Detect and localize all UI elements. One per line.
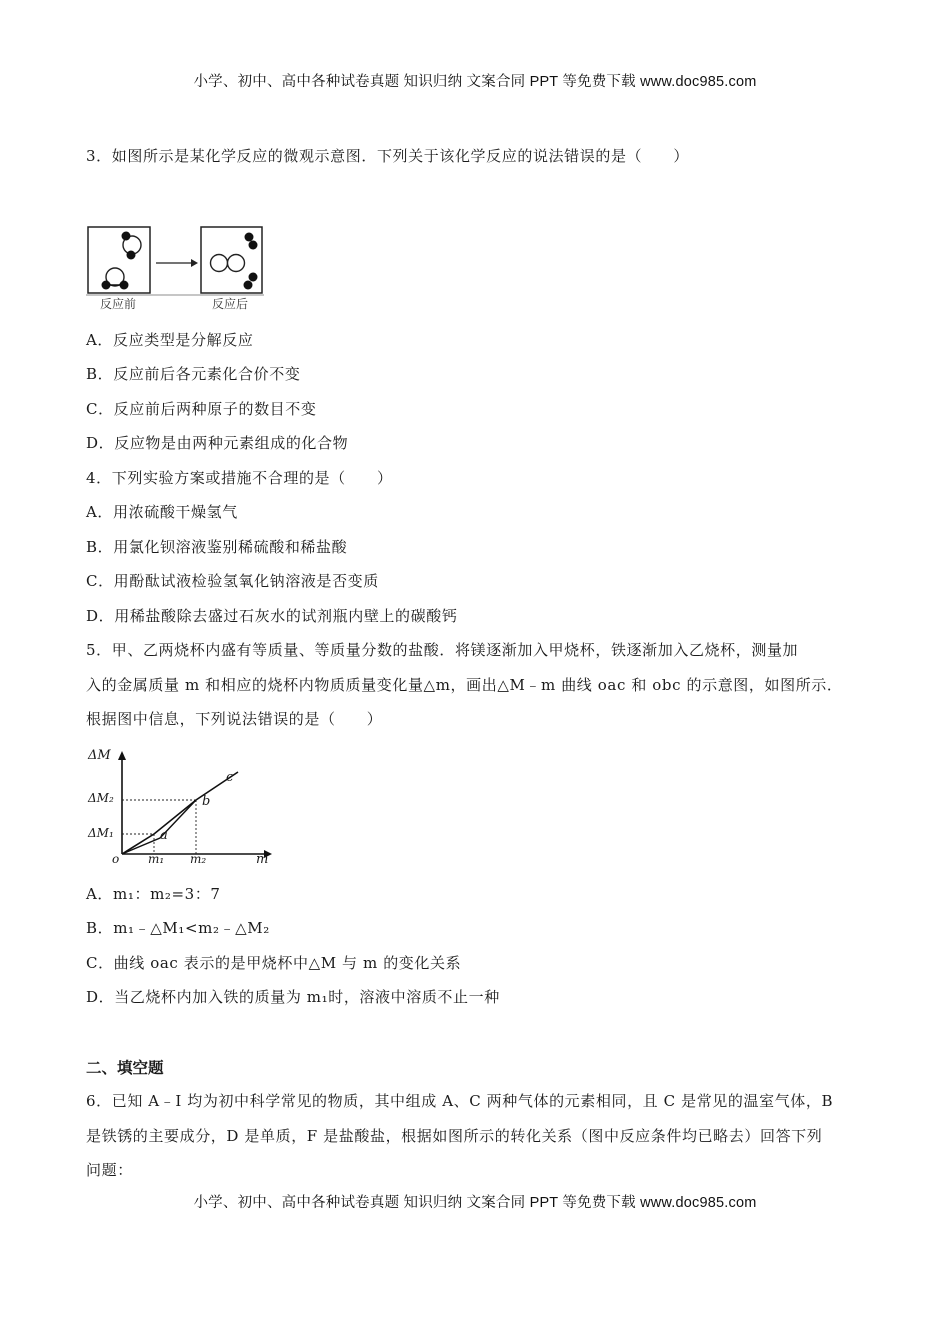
q4-option-b: B．用氯化钡溶液鉴别稀硫酸和稀盐酸 (86, 538, 348, 556)
question-6-stem-line-3: 问题： (86, 1161, 133, 1179)
question-5-stem-line-1: 5．甲、乙两烧杯内盛有等质量、等质量分数的盐酸．将镁逐渐加入甲烧杯，铁逐渐加入乙烧杯，测量加 (86, 641, 799, 659)
question-6-stem-line-1: 6．已知 A﹣I 均为初中科学常见的物质，其中组成 A、C 两种气体的元素相同，且 C 是常见的温室气体，B (86, 1092, 834, 1110)
delta-m-vs-m-graph (86, 748, 272, 866)
q3-option-d: D．反应物是由两种元素组成的化合物 (86, 434, 349, 452)
question-3-stem: 3．如图所示是某化学反应的微观示意图．下列关于该化学反应的说法错误的是（ ） (86, 147, 689, 165)
q5-option-c: C．曲线 oac 表示的是甲烧杯中△M 与 m 的变化关系 (86, 954, 462, 972)
label-before-reaction: 反应前 (100, 297, 137, 311)
question-4-stem: 4．下列实验方案或措施不合理的是（ ） (86, 469, 393, 487)
q4-option-c: C．用酚酞试液检验氢氧化钠溶液是否变质 (86, 572, 379, 590)
q3-option-b: B．反应前后各元素化合价不变 (86, 365, 301, 383)
reaction-micro-diagram (86, 225, 264, 311)
page-footer-watermark: 小学、初中、高中各种试卷真题 知识归纳 文案合同 PPT 等免费下载 www.doc985.com (193, 1195, 757, 1211)
point-c-label: c (226, 770, 234, 785)
x-tick-m1: m₁ (148, 852, 165, 866)
x-axis-label: m (256, 852, 269, 867)
y-axis-label: ΔM (88, 748, 111, 763)
question-5-stem-line-2: 入的金属质量 m 和相应的烧杯内物质质量变化量△m，画出△M﹣m 曲线 oac 和 obc 的示意图，如图所示． (86, 676, 843, 694)
q5-option-a: A．m₁：m₂=3：7 (86, 885, 221, 903)
point-b-label: b (202, 794, 211, 809)
y-tick-delta-m1: ΔM₁ (88, 826, 114, 840)
question-5-stem-line-3: 根据图中信息，下列说法错误的是（ ） (86, 710, 383, 728)
q3-option-a: A．反应类型是分解反应 (86, 331, 254, 349)
x-tick-m2: m₂ (190, 852, 207, 866)
question-6-stem-line-2: 是铁锈的主要成分，D 是单质，F 是盐酸盐，根据如图所示的转化关系（图中反应条件均已略去）回答下列 (86, 1127, 823, 1145)
q3-option-c: C．反应前后两种原子的数目不变 (86, 400, 317, 418)
q4-option-a: A．用浓硫酸干燥氢气 (86, 503, 238, 521)
label-after-reaction: 反应后 (212, 297, 249, 311)
q4-option-d: D．用稀盐酸除去盛过石灰水的试剂瓶内壁上的碳酸钙 (86, 607, 458, 625)
origin-label: o (112, 852, 120, 866)
section-title-fill-in: 二、填空题 (86, 1059, 164, 1077)
point-a-label: a (160, 828, 168, 843)
q5-option-d: D．当乙烧杯内加入铁的质量为 m₁时，溶液中溶质不止一种 (86, 988, 500, 1006)
y-tick-delta-m2: ΔM₂ (88, 791, 114, 805)
q5-option-b: B．m₁﹣△M₁<m₂﹣△M₂ (86, 919, 270, 937)
page-header-watermark: 小学、初中、高中各种试卷真题 知识归纳 文案合同 PPT 等免费下载 www.doc985.com (193, 74, 757, 90)
